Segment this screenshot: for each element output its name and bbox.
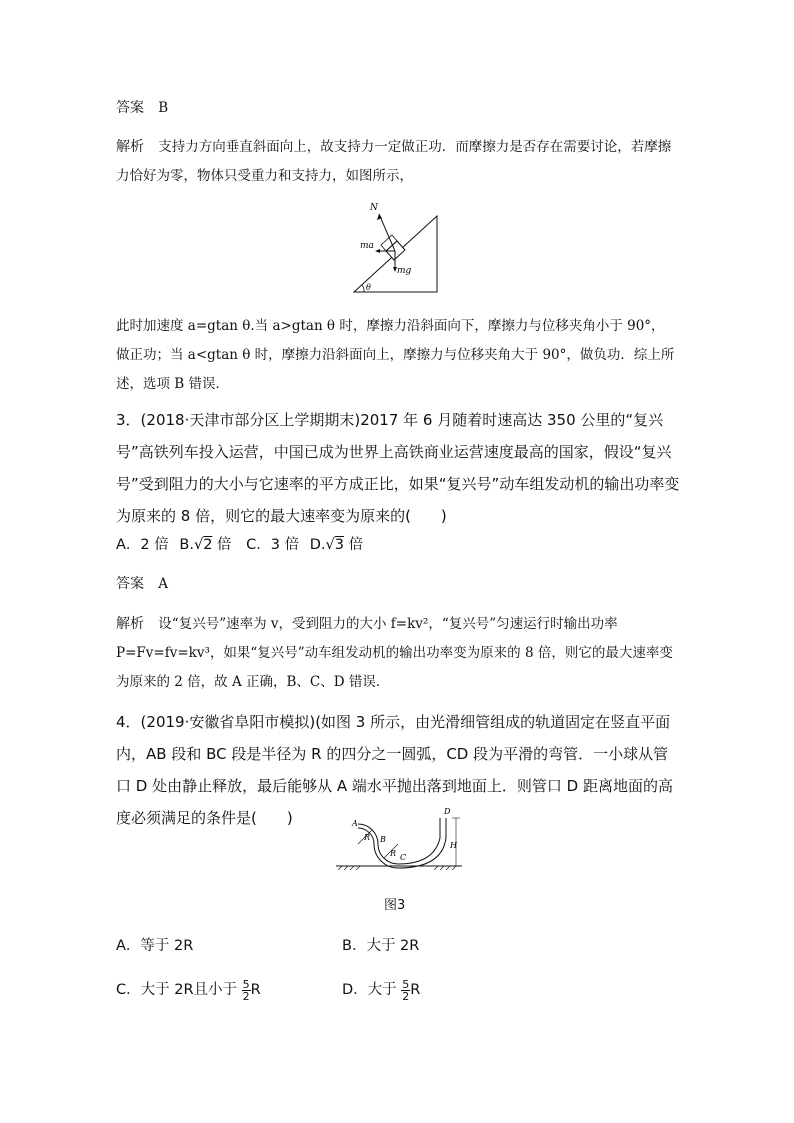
track-diagram — [334, 804, 464, 872]
label-theta: θ — [366, 283, 371, 292]
q3-option-c: C．3 倍 — [246, 537, 300, 553]
analysis-paragraph-3 — [116, 610, 678, 697]
q3-options — [116, 533, 363, 554]
question-4-text: 4．(2019·安徽省阜阳市模拟)(如图 3 所示，由光滑细管组成的轨道固定在竖直平面内，AB 段和 BC 段是半径为 R 的四分之一圆弧，CD 段为平滑的弯管．一小球从管口 D 处由静止释放，最后能够从 A 端水平抛出落到地面上．则管口 D 距离地面的高度必须满足的条件是( ) — [116, 713, 673, 827]
analysis-paragraph-2: 此时加速度 a=gtan θ.当 a>gtan θ 时，摩擦力沿斜面向下，摩擦力与位移夹角小于 90°，做正功；当 a<gtan θ 时，摩擦力沿斜面向上，摩擦力与位移夹角大于 90°，做负功．综上所述，选项 B 错误． — [116, 318, 675, 392]
q3-option-b: B.√2 倍 — [179, 537, 232, 553]
answer-value: B — [158, 100, 169, 116]
q3-option-a: A．2 倍 — [116, 537, 169, 553]
analysis-label: 解析 — [116, 616, 144, 632]
answer-label: 答案 — [116, 100, 144, 116]
label-A: A — [352, 819, 358, 828]
label-B: B — [380, 835, 386, 844]
figure-3-caption: 图3 — [384, 898, 406, 913]
analysis-paragraph-1 — [116, 133, 678, 191]
q4-option-b: B．大于 2R — [342, 938, 420, 954]
answer-line-3 — [116, 570, 678, 599]
q4-option-d: D．大于 $\frac{5}{2}$ R — [342, 977, 421, 1003]
answer-label: 答案 — [116, 576, 144, 592]
label-mg: mg — [397, 266, 412, 276]
question-3-text: 3．(2018·天津市部分区上学期期末)2017 年 6 月随着时速高达 350 公里的“复兴号”高铁列车投入运营，中国已成为世界上高铁商业运营速度最高的国家，假设“复兴号”受到阻力的大小与它速率的平方成正比，如果“复兴号”动车组发动机的输出功率变为原来的 8 倍，则它的最大速率变为原来的( ) — [116, 411, 680, 525]
label-D: D — [444, 807, 451, 816]
label-C: C — [400, 853, 407, 862]
label-N: N — [370, 203, 378, 213]
analysis-text: 支持力方向垂直斜面向上，故支持力一定做正功．而摩擦力是否存在需要讨论，若摩擦力恰好为零，物体只受重力和支持力，如图所示， — [116, 139, 672, 184]
label-H: H — [450, 841, 457, 850]
q4-option-a: A．等于 2R — [116, 938, 194, 954]
incline-force-diagram — [350, 202, 442, 296]
label-R1: R — [364, 833, 371, 842]
label-R2: R — [390, 849, 397, 858]
analysis-text: 设“复兴号”速率为 v，受到阻力的大小 f=kv²，“复兴号”匀速运行时输出功率 P=Fv=fv=kv³，如果“复兴号”动车组发动机的输出功率变为原来的 8 倍，则它的最大速率变为原来的 2 倍，故 A 正确，B、C、D 错误． — [116, 616, 673, 690]
answer-value: A — [158, 576, 169, 592]
analysis-label: 解析 — [116, 139, 144, 155]
q3-option-d: D.√3 倍 — [309, 537, 364, 553]
q4-option-c: C．大于 2R且小于 $\frac{5}{2}$ R — [116, 977, 261, 1003]
answer-line-1 — [116, 94, 678, 123]
label-ma: ma — [360, 241, 374, 251]
